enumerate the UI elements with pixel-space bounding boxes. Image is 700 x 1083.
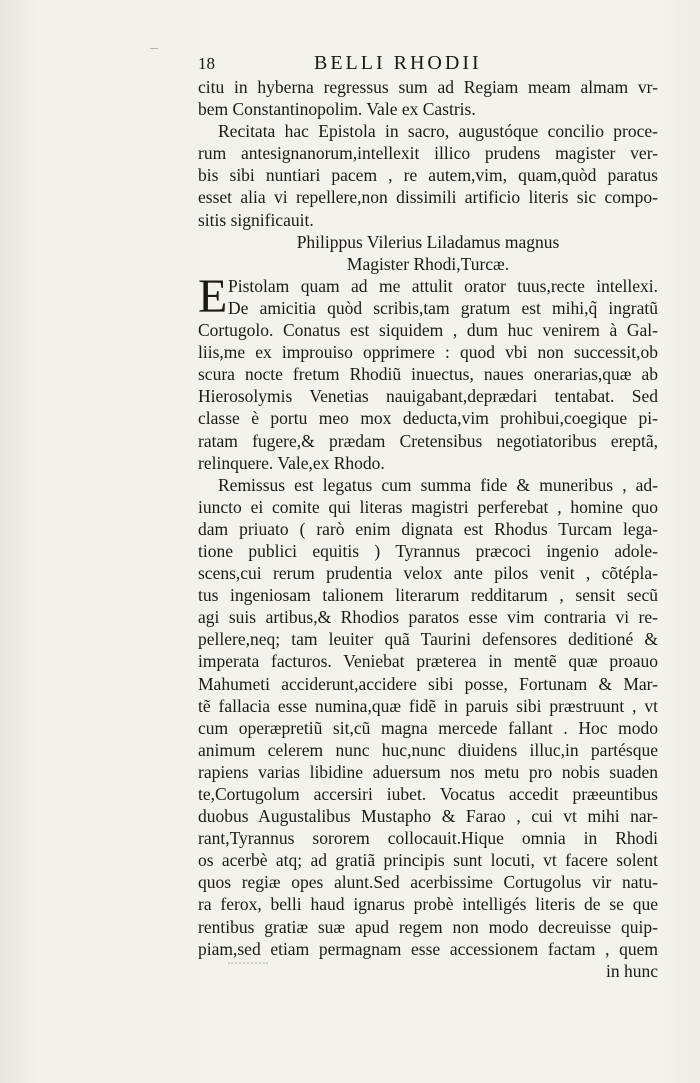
text-line: Pistolam quam ad me attulit orator tuus,recte intellexi.: [228, 275, 658, 296]
text-line: scens,cui rerum prudentia velox ante pilos venit , cõtépla-: [198, 563, 658, 584]
text-line: relinquere. Vale,ex Rhodo.: [198, 452, 385, 473]
text-line: iuncto ei comite qui literas magistri perferebat , homine quo: [198, 496, 658, 517]
text-line: imperata facturos. Veniebat præterea in mentẽ quæ proauo: [198, 651, 658, 672]
text-line: Recitata hac Epistola in sacro, augustóque concilio proce-: [218, 121, 658, 142]
text-line: scura nocte fretum Rhodiũ inuectus, naues onerarias,quæ ab: [198, 364, 658, 385]
text-line: tẽ fallacia esse numina,quæ fidẽ in paruis sibi præstruunt , vt: [198, 695, 658, 716]
text-line: tus ingeniosam talionem literarum redditarum , sensit secũ: [198, 585, 658, 606]
text-line: cum operæpretiũ sit,cũ magna mercede fallant . Hoc modo: [198, 717, 658, 738]
catchword: in hunc: [605, 960, 658, 981]
text-line: animum celerem nunc huc,nunc diuidens illuc,in partésque: [198, 739, 658, 760]
text-line: ra ferox, belli haud ignarus probè intelligés literis de se que: [198, 894, 658, 915]
letter-heading: Magister Rhodi,Turcæ.: [346, 253, 510, 274]
text-line: Hierosolymis Venetias nauigabant,deprædari tentabat. Sed: [198, 386, 658, 407]
text-line: os acerbè atq; ad gratiã principis sunt locuti, vt facere solent: [198, 850, 658, 871]
text-line: liis,me ex improuiso opprimere : quod vbi non successit,ob: [198, 342, 658, 363]
text-line: classe è portu meo mox deducta,vim prohibui,coegique pi-: [198, 408, 658, 429]
text-line: Cortugolo. Conatus est siquidem , dum huc venirem à Gal-: [198, 320, 658, 341]
text-line: tione publici equitis ) Tyrannus præcoci ingenio adole-: [198, 540, 658, 561]
letter-block: [198, 269, 658, 474]
text-line: De amicitia quòd scribis,tam gratum est mihi,q̃ ingratũ: [228, 297, 658, 318]
text-line: ratam fugere,& prædam Cretensibus negotiatoribus ereptã,: [198, 430, 658, 451]
page-header: [198, 52, 658, 76]
text-line: piam,sed etiam permagnam esse accessionem factam , quem: [198, 938, 658, 959]
margin-mark: [150, 48, 158, 49]
page-number: 18: [198, 54, 215, 73]
text-line: te,Cortugolum accersiri iubet. Vocatus accedit præeuntibus: [198, 784, 658, 804]
text-line: Mahumeti acciderunt,accidere sibi posse, Fortunam & Mar-: [198, 673, 658, 694]
signature-mark: [228, 956, 268, 964]
drop-cap: E: [198, 269, 228, 323]
running-head: BELLI RHODII: [314, 52, 482, 74]
text-line: pellere,neq; tam leuiter quã Taurini defensores deditioné &: [198, 629, 658, 650]
letter-heading: Philippus Vilerius Liladamus magnus: [296, 231, 560, 252]
text-line: rant,Tyrannus sororem collocauit.Hique omnia in Rhodi: [198, 828, 658, 849]
text-line: agi suis artibus,& Rhodios paratos esse vim contraria vi re-: [198, 607, 658, 628]
text-line: rapiens varias libidine aduersum nos metu pro nobis suaden: [198, 761, 658, 782]
text-line: rentibus gratiæ suæ apud regem non modo decreuisse quip-: [198, 916, 658, 937]
text-line: esset alia vi repellere,non dissimili artificio literis sic compo-: [198, 187, 658, 208]
body-text: [198, 76, 658, 982]
text-line: quos regiæ opes alunt.Sed acerbissime Cortugolus vir natu-: [198, 872, 658, 893]
text-line: rum antesignanorum,intellexit illico prudens magister ver-: [198, 143, 658, 164]
text-line: sitis significauit.: [198, 209, 314, 230]
text-line: citu in hyberna regressus sum ad Regiam meam almam vr-: [198, 77, 658, 97]
text-line: bem Constantinopolim. Vale ex Castris.: [198, 99, 476, 120]
text-line: duobus Augustalibus Mustapho & Farao , cui vt mihi nar-: [198, 806, 658, 827]
text-line: dam priuato ( rarò enim dignata est Rhodus Turcam lega-: [198, 518, 658, 539]
text-line: Remissus est legatus cum summa fide & muneribus , ad-: [218, 474, 658, 495]
text-line: bis sibi nuntiari pacem , re autem,vim, quam,quòd paratus: [198, 165, 658, 186]
